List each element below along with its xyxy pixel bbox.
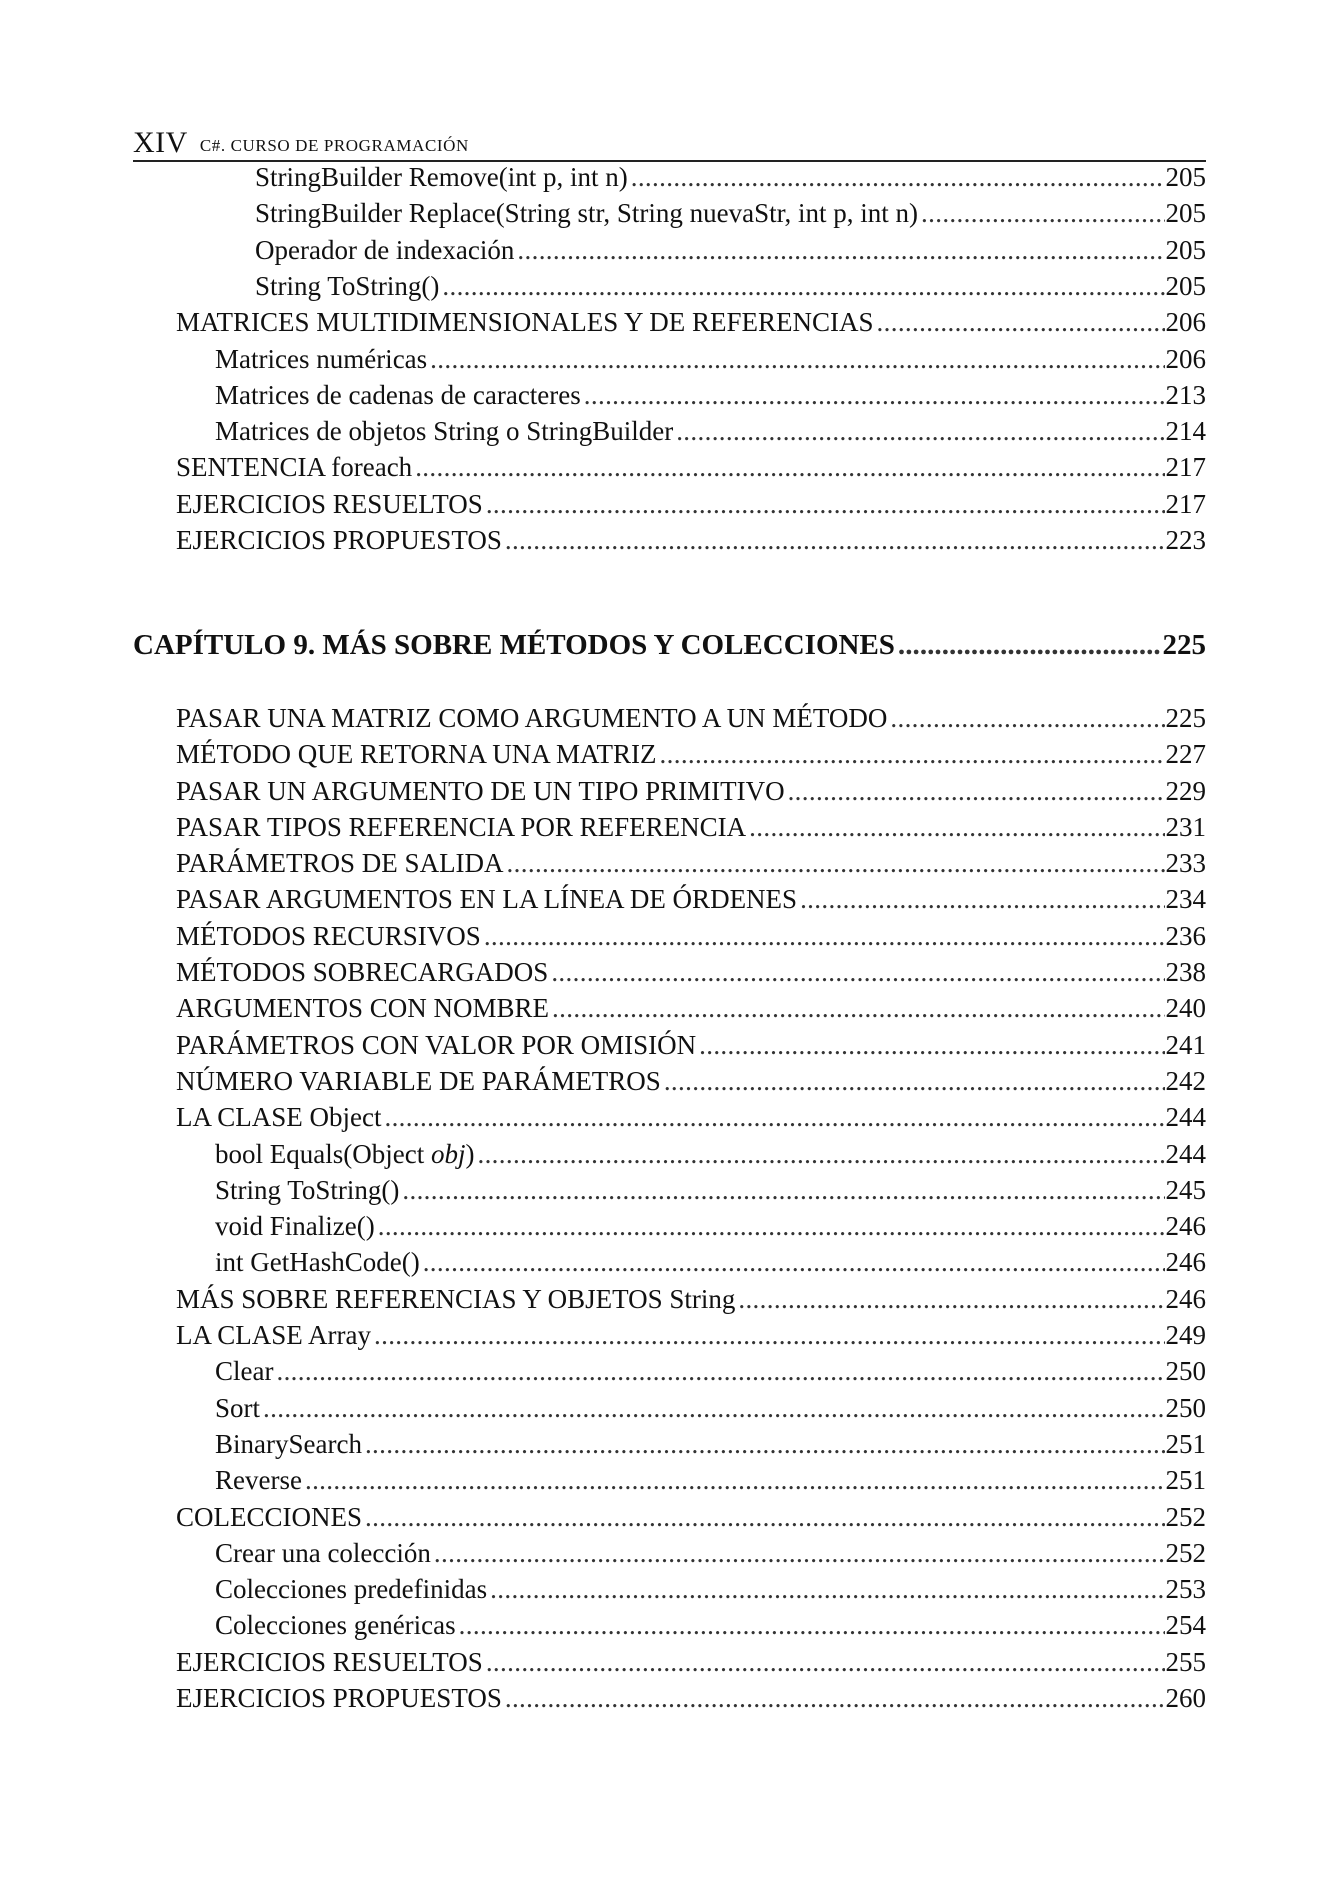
dot-leader xyxy=(505,523,1165,557)
toc-subentry xyxy=(215,1209,1206,1243)
toc-entry-title: LA CLASE Object xyxy=(176,1102,382,1132)
toc-entry-title: String ToString() xyxy=(215,1175,400,1205)
toc-entry-title: COLECCIONES xyxy=(176,1502,363,1532)
toc-entry-page-number: 253 xyxy=(1165,1574,1206,1604)
dot-leader xyxy=(486,1645,1165,1679)
dot-leader xyxy=(660,737,1165,771)
dot-leader xyxy=(699,1028,1164,1062)
toc-entry-page-number: 205 xyxy=(1165,235,1206,265)
toc-entry-page-number: 240 xyxy=(1165,993,1206,1023)
dot-leader xyxy=(551,955,1164,989)
toc-entry xyxy=(176,487,1206,521)
toc-subentry xyxy=(255,269,1206,303)
toc-entry-page-number: 241 xyxy=(1165,1030,1206,1060)
toc-entry xyxy=(176,737,1206,771)
dot-leader xyxy=(898,628,1162,662)
dot-leader xyxy=(484,919,1165,953)
toc-entry-page-number: 238 xyxy=(1165,957,1206,987)
dot-leader xyxy=(664,1064,1165,1098)
toc-entry xyxy=(176,846,1206,880)
dot-leader xyxy=(800,882,1164,916)
toc-entry xyxy=(176,1100,1206,1134)
toc-entry-title: bool Equals(Object obj) xyxy=(215,1139,475,1169)
toc-entry-title: PASAR ARGUMENTOS EN LA LÍNEA DE ÓRDENES xyxy=(176,884,798,914)
dot-leader xyxy=(890,701,1164,735)
toc-entry-page-number: 227 xyxy=(1165,739,1206,769)
toc-entry-title: PASAR UNA MATRIZ COMO ARGUMENTO A UN MÉTODO xyxy=(176,703,888,733)
dot-leader xyxy=(676,414,1164,448)
toc-entry-page-number: 223 xyxy=(1165,525,1206,555)
toc-entry-title: PARÁMETROS CON VALOR POR OMISIÓN xyxy=(176,1030,697,1060)
toc-subentry xyxy=(215,1354,1206,1388)
dot-leader xyxy=(434,1536,1165,1570)
toc-entry-title: PARÁMETROS DE SALIDA xyxy=(176,848,504,878)
toc-entry xyxy=(176,450,1206,484)
dot-leader xyxy=(430,342,1164,376)
toc-entry-title: EJERCICIOS PROPUESTOS xyxy=(176,1683,502,1713)
dot-leader xyxy=(305,1463,1165,1497)
toc-subentry xyxy=(215,1608,1206,1642)
toc-entry-page-number: 260 xyxy=(1165,1683,1206,1713)
page-header xyxy=(133,122,1206,162)
toc-entry-title: Operador de indexación xyxy=(255,235,515,265)
dot-leader xyxy=(505,1681,1165,1715)
toc-entry-page-number: 217 xyxy=(1165,489,1206,519)
toc-entry-title: ARGUMENTOS CON NOMBRE xyxy=(176,993,550,1023)
toc-entry-page-number: 205 xyxy=(1165,271,1206,301)
toc-entry-page-number: 251 xyxy=(1165,1429,1206,1459)
toc-subentry xyxy=(255,233,1206,267)
toc-entry xyxy=(176,1028,1206,1062)
toc-entry-page-number: 249 xyxy=(1165,1320,1206,1350)
toc-entry-title: Matrices de cadenas de caracteres xyxy=(215,380,581,410)
header-page-number: XIV xyxy=(133,126,188,159)
toc-entry-page-number: 234 xyxy=(1165,884,1206,914)
dot-leader xyxy=(486,487,1165,521)
toc-entry-page-number: 244 xyxy=(1165,1139,1206,1169)
toc-subentry xyxy=(215,1427,1206,1461)
toc-entry-title: MÁS SOBRE REFERENCIAS Y OBJETOS String xyxy=(176,1284,736,1314)
dot-leader xyxy=(365,1500,1164,1534)
dot-leader xyxy=(374,1318,1165,1352)
toc-subentry xyxy=(215,414,1206,448)
dot-leader xyxy=(552,991,1164,1025)
toc-entry-page-number: 252 xyxy=(1165,1538,1206,1568)
toc-entry-title: BinarySearch xyxy=(215,1429,362,1459)
dot-leader xyxy=(507,846,1165,880)
toc-entry-title: EJERCICIOS RESUELTOS xyxy=(176,1647,483,1677)
dot-leader xyxy=(415,450,1164,484)
dot-leader xyxy=(423,1245,1165,1279)
toc-entry-page-number: 246 xyxy=(1165,1247,1206,1277)
toc-entry-title: MÉTODOS SOBRECARGADOS xyxy=(176,957,549,987)
dot-leader xyxy=(738,1282,1164,1316)
header-book-title: C#. CURSO DE PROGRAMACIÓN xyxy=(199,136,469,155)
toc-entry-page-number: 250 xyxy=(1165,1393,1206,1423)
toc-entry-title: EJERCICIOS PROPUESTOS xyxy=(176,525,502,555)
dot-leader xyxy=(442,269,1164,303)
toc-entry-page-number: 244 xyxy=(1165,1102,1206,1132)
dot-leader xyxy=(477,1137,1164,1171)
dot-leader xyxy=(263,1391,1164,1425)
toc-entry-title: PASAR UN ARGUMENTO DE UN TIPO PRIMITIVO xyxy=(176,776,785,806)
toc-subentry xyxy=(215,1137,1206,1171)
toc-entry-title: MATRICES MULTIDIMENSIONALES Y DE REFERENCIAS xyxy=(176,307,874,337)
dot-leader xyxy=(749,810,1164,844)
toc-subentry xyxy=(215,342,1206,376)
toc-entry-title-italic: obj xyxy=(430,1139,466,1169)
toc-entry-page-number: 250 xyxy=(1165,1356,1206,1386)
toc-entry xyxy=(176,882,1206,916)
toc-entry-title: Matrices numéricas xyxy=(215,344,428,374)
toc-entry-title: MÉTODOS RECURSIVOS xyxy=(176,921,481,951)
toc-entry xyxy=(176,774,1206,808)
toc-entry-title: Clear xyxy=(215,1356,274,1386)
toc-entry xyxy=(176,701,1206,735)
toc-entry xyxy=(176,1500,1206,1534)
toc-subentry xyxy=(215,1463,1206,1497)
toc-entry-title: SENTENCIA foreach xyxy=(176,452,413,482)
toc-entry xyxy=(176,523,1206,557)
toc-entry-title: CAPÍTULO 9. MÁS SOBRE MÉTODOS Y COLECCIONES xyxy=(133,629,895,661)
toc-entry xyxy=(176,919,1206,953)
toc-entry-page-number: 252 xyxy=(1165,1502,1206,1532)
toc-subentry xyxy=(215,1536,1206,1570)
toc-entry-title: NÚMERO VARIABLE DE PARÁMETROS xyxy=(176,1066,661,1096)
dot-leader xyxy=(276,1354,1164,1388)
toc-entry-page-number: 245 xyxy=(1165,1175,1206,1205)
toc-subentry xyxy=(215,1391,1206,1425)
toc-entry-title: MÉTODO QUE RETORNA UNA MATRIZ xyxy=(176,739,657,769)
toc-entry-page-number: 229 xyxy=(1165,776,1206,806)
dot-leader xyxy=(921,196,1164,230)
toc-entry-page-number: 254 xyxy=(1165,1610,1206,1640)
dot-leader xyxy=(365,1427,1165,1461)
toc-entry xyxy=(176,305,1206,339)
toc-entry-title: Crear una colección xyxy=(215,1538,431,1568)
toc-entry xyxy=(176,1064,1206,1098)
toc-entry-page-number: 233 xyxy=(1165,848,1206,878)
toc-subentry xyxy=(215,378,1206,412)
toc-subentry xyxy=(215,1173,1206,1207)
toc-entry-title: int GetHashCode() xyxy=(215,1247,420,1277)
toc-subentry xyxy=(255,160,1206,194)
toc-entry-title: Matrices de objetos String o StringBuilder xyxy=(215,416,674,446)
toc-entry xyxy=(176,955,1206,989)
toc-entry xyxy=(176,1282,1206,1316)
dot-leader xyxy=(378,1209,1165,1243)
toc-entry-page-number: 214 xyxy=(1165,416,1206,446)
dot-leader xyxy=(459,1608,1165,1642)
toc-entry-page-number: 205 xyxy=(1165,162,1206,192)
toc-entry-page-number: 251 xyxy=(1165,1465,1206,1495)
toc-subentry xyxy=(215,1572,1206,1606)
toc-subentry xyxy=(255,196,1206,230)
toc-entry-page-number: 206 xyxy=(1165,307,1206,337)
toc-entry-page-number: 225 xyxy=(1165,703,1206,733)
dot-leader xyxy=(877,305,1165,339)
toc-entry xyxy=(176,991,1206,1025)
toc-chapter-heading xyxy=(133,628,1206,662)
toc-entry xyxy=(176,1645,1206,1679)
toc-entry-title: LA CLASE Array xyxy=(176,1320,371,1350)
toc-entry-title: Reverse xyxy=(215,1465,302,1495)
toc-entry xyxy=(176,1318,1206,1352)
toc-entry-title: Colecciones predefinidas xyxy=(215,1574,488,1604)
toc-entry-title: PASAR TIPOS REFERENCIA POR REFERENCIA xyxy=(176,812,747,842)
toc-entry-page-number: 231 xyxy=(1165,812,1206,842)
toc-entry-title: Colecciones genéricas xyxy=(215,1610,456,1640)
toc-entry-title: StringBuilder Replace(String str, String nuevaStr, int p, int n) xyxy=(255,198,919,228)
toc-entry-title: StringBuilder Remove(int p, int n) xyxy=(255,162,628,192)
dot-leader xyxy=(788,774,1165,808)
toc-entry-page-number: 242 xyxy=(1165,1066,1206,1096)
dot-leader xyxy=(402,1173,1164,1207)
toc-entry-title: EJERCICIOS RESUELTOS xyxy=(176,489,483,519)
toc-entry-page-number: 217 xyxy=(1165,452,1206,482)
toc-entry-title: void Finalize() xyxy=(215,1211,375,1241)
toc-entry xyxy=(176,1681,1206,1715)
toc-entry-title: Sort xyxy=(215,1393,261,1423)
toc-entry-page-number: 225 xyxy=(1162,629,1206,661)
toc-entry-page-number: 213 xyxy=(1165,380,1206,410)
dot-leader xyxy=(584,378,1165,412)
dot-leader xyxy=(384,1100,1164,1134)
toc-entry-page-number: 246 xyxy=(1165,1211,1206,1241)
toc-entry-page-number: 246 xyxy=(1165,1284,1206,1314)
toc-entry-page-number: 206 xyxy=(1165,344,1206,374)
toc-entry xyxy=(176,810,1206,844)
toc-entry-page-number: 255 xyxy=(1165,1647,1206,1677)
toc-entry-page-number: 205 xyxy=(1165,198,1206,228)
toc-entry-page-number: 236 xyxy=(1165,921,1206,951)
dot-leader xyxy=(490,1572,1164,1606)
dot-leader xyxy=(631,160,1165,194)
dot-leader xyxy=(517,233,1164,267)
toc-entry-title: String ToString() xyxy=(255,271,440,301)
toc-subentry xyxy=(215,1245,1206,1279)
